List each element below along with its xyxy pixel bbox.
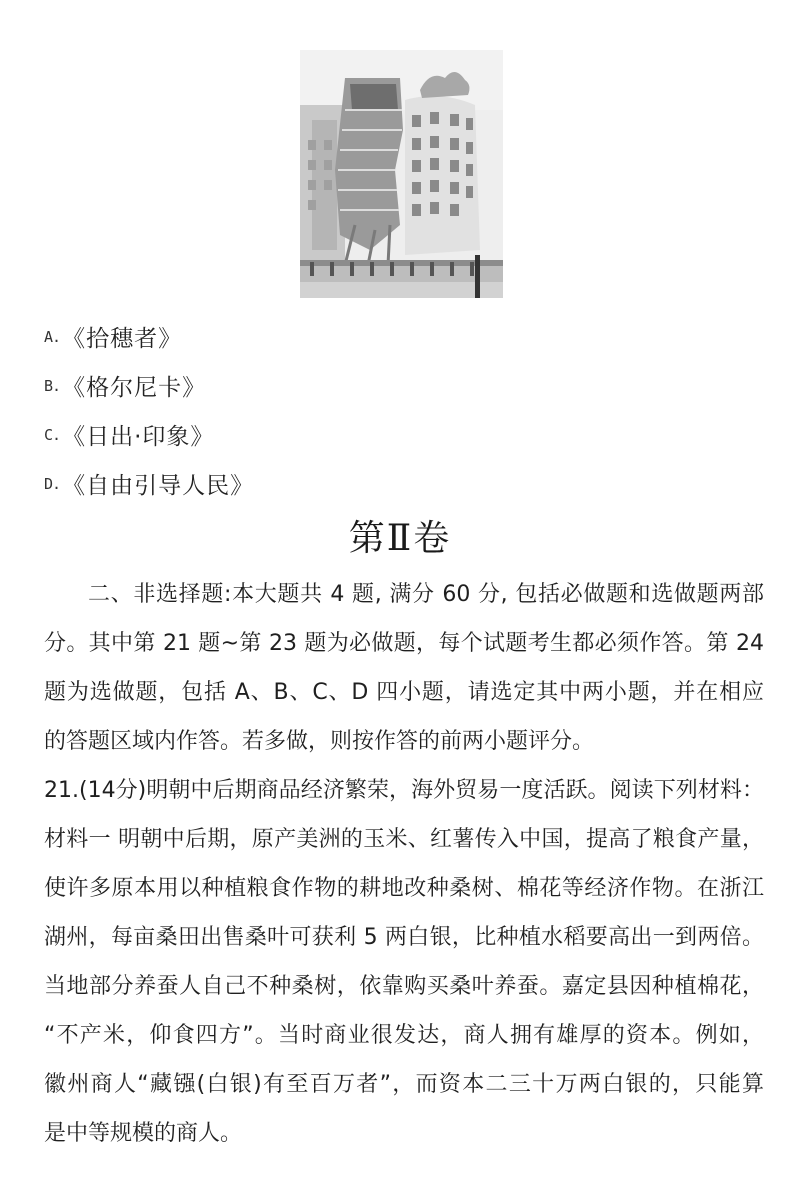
section-title: 第Ⅱ卷 xyxy=(348,518,452,559)
instructions-line: 的答题区域内作答。若多做，则按作答的前两小题评分。 xyxy=(44,729,595,754)
option-text: 《拾穗者》 xyxy=(62,326,183,352)
option-a[interactable] xyxy=(44,312,254,361)
material-line: 当地部分养蚕人自己不种桑树，依靠购买桑叶养蚕。嘉定县因种植棉花， xyxy=(44,974,764,999)
material-line: 湖州，每亩桑田出售桑叶可获利 5 两白银，比种植水稻要高出一到两倍。 xyxy=(44,925,764,950)
option-text: 《自由引导人民》 xyxy=(62,473,255,499)
instructions-line: 二、非选择题:本大题共 4 题, 满分 60 分, 包括必做题和选做题两部 xyxy=(88,582,764,607)
dancing-house-photo xyxy=(300,50,503,298)
instructions-line: 分。其中第 21 题~第 23 题为必做题，每个试题考生都必须作答。第 24 xyxy=(44,631,764,656)
material-line: 使许多原本用以种植粮食作物的耕地改种桑树、棉花等经济作物。在浙江 xyxy=(44,876,764,901)
instructions-paragraph xyxy=(44,570,764,766)
option-letter: A. xyxy=(44,327,61,346)
option-text: 《格尔尼卡》 xyxy=(62,375,207,401)
option-letter: B. xyxy=(44,376,61,395)
option-d[interactable] xyxy=(44,459,254,508)
option-letter: C. xyxy=(44,425,61,444)
option-text: 《日出·印象》 xyxy=(62,424,215,450)
instructions-line: 题为选做题，包括 A、B、C、D 四小题，请选定其中两小题，并在相应 xyxy=(44,680,764,705)
question-21 xyxy=(44,766,764,1158)
option-b[interactable] xyxy=(44,361,254,410)
material-line: “不产米，仰食四方”。当时商业很发达，商人拥有雄厚的资本。例如， xyxy=(44,1023,764,1048)
question-line: 21.(14分)明朝中后期商品经济繁荣，海外贸易一度活跃。阅读下列材料： xyxy=(44,778,764,803)
material-line: 徽州商人“藏镪(白银)有至百万者”，而资本二三十万两白银的，只能算 xyxy=(44,1072,764,1097)
option-c[interactable] xyxy=(44,410,254,459)
option-letter: D. xyxy=(44,474,61,493)
building-image-icon xyxy=(300,50,503,298)
material-line: 材料一 明朝中后期，原产美洲的玉米、红薯传入中国，提高了粮食产量， xyxy=(44,827,764,852)
answer-options xyxy=(44,312,254,508)
material-line: 是中等规模的商人。 xyxy=(44,1121,243,1146)
